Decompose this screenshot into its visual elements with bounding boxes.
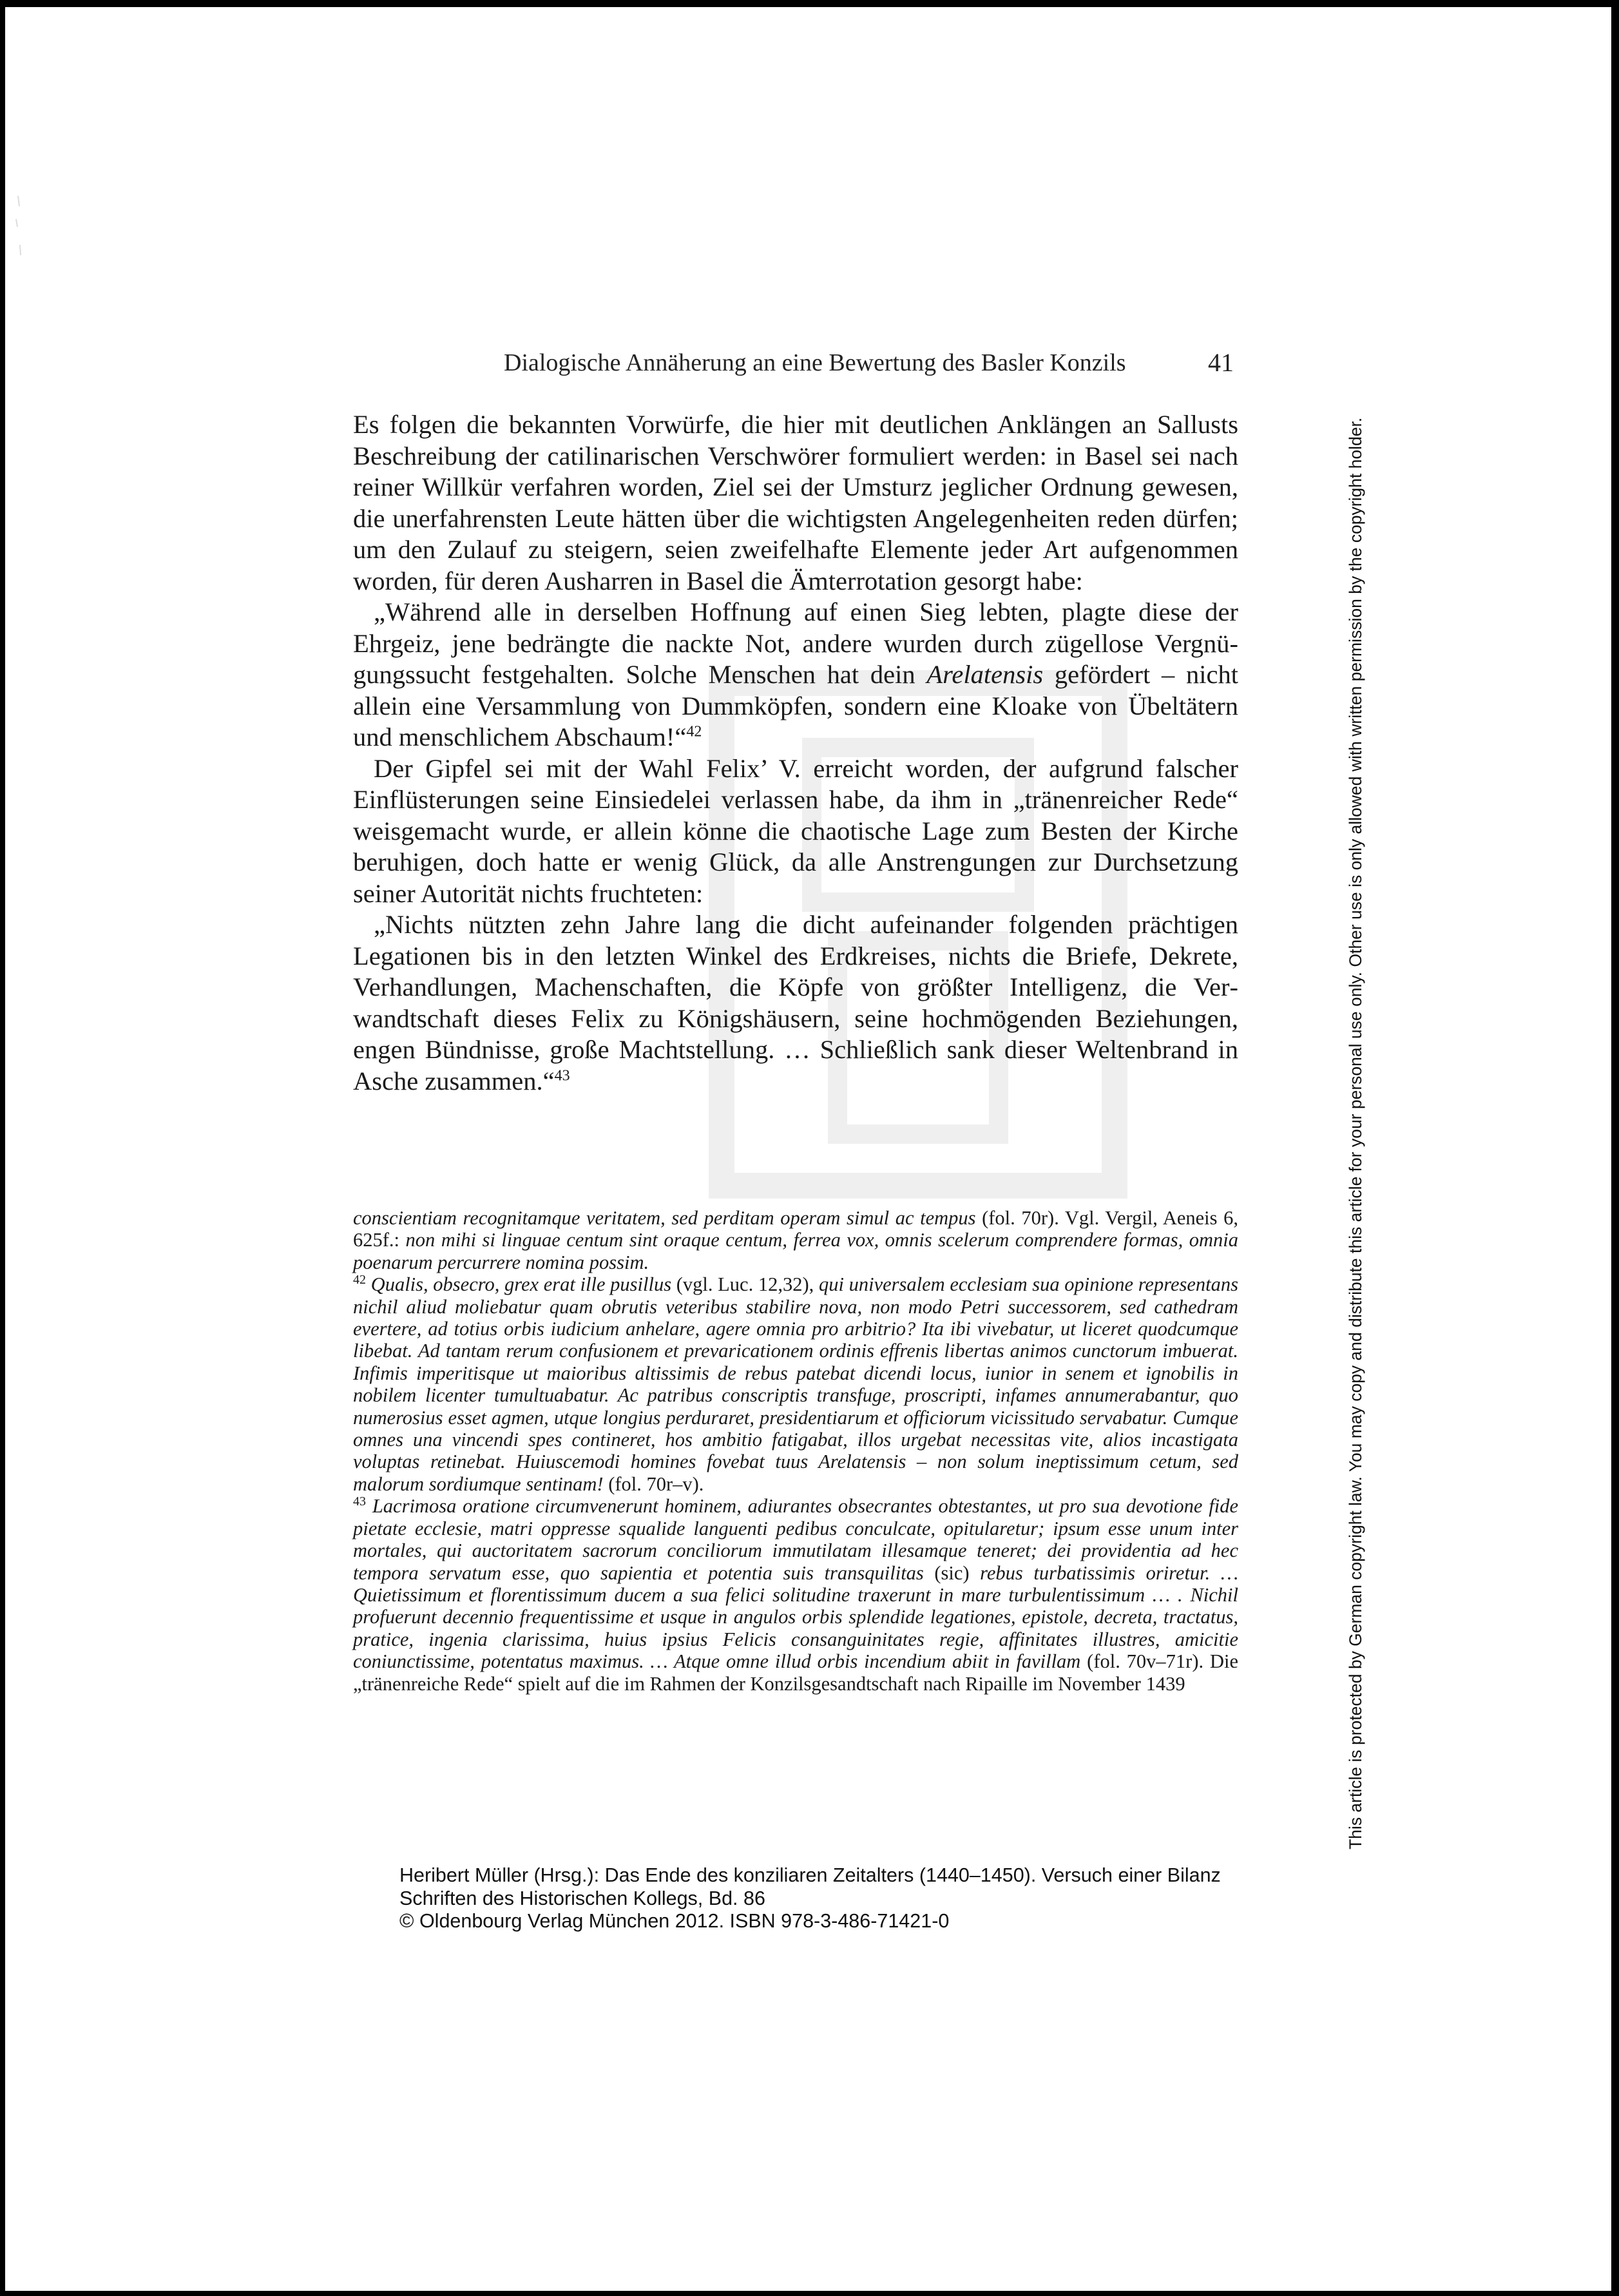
latin-quote: Qualis, obsecro, grex erat ille pusillus: [370, 1273, 672, 1296]
quote-text: „Während alle in derselben Hoffnung auf einen Sieg lebten, plagte diese der Ehrgeiz, jene bedrängte die nackte Not, andere wurden durch zügellose Vergnügungssucht festgehalten. Solche Menschen hat dein: [353, 597, 1238, 689]
footnote-reference[interactable]: 42: [686, 723, 702, 740]
body-paragraph: Es folgen die bekannten Vorwürfe, die hier mit deutlichen Anklängen an Sallusts Beschreibung der catilinarischen Verschwörer formuliert werden: in Basel sei nach reiner Willkür verfahren worden, Ziel sei der Umsturz jeglicher Ordnung gewesen, die unerfahrensten Leute hätten über die wichtigsten Angelegenheiten reden dürfen; um den Zulauf zu steigern, seien zweifelhafte Elemente jeder Art aufgenommen worden, für deren Ausharren in Basel die Ämterrotation gesorgt habe:: [353, 410, 1238, 595]
latin-quote: rebus turbatissimis oriretur. … Quietissimum et florentissimum ducem a sua felici solitudine traxerunt in mare turbulentissimum … . Nichil profuerunt decennio frequentissime et usque in angulos orbis splendide legationes, epistole, decreta, tractatus, pratice, ingenia clarissima, huius ipsius Felicis consanguinitates regie, affinitates illustres, amicitie coniunctissime, potentatus maximus. … Atque omne illud orbis incendium abiit in favillam: [353, 1561, 1238, 1673]
footnote-43: [353, 1495, 1238, 1695]
quote-emphasis: Arelatensis: [926, 660, 1044, 689]
footnote-reference[interactable]: 43: [554, 1067, 570, 1084]
publisher-line-title: Heribert Müller (Hrsg.): Das Ende des konziliaren Zeitalters (1440–1450). Versuch einer Bilanz: [399, 1864, 1221, 1886]
block-quote: [353, 597, 1238, 753]
footnote-text: (fol. 70r). Vgl. Vergil, Aeneis 6, 625f.:: [353, 1207, 1239, 1251]
running-header: [490, 340, 1234, 385]
latin-quote: Lacrimosa oratione circumvenerunt hominem, adiurantes obsecrantes obtestantes, ut pro sua devotione fide pietate ecclesie, matri oppresse squalide languenti pedibus conculcate, opitularetur; ipsum esse unum inter mortales, qui auctoritatem sacrorum conciliorum immutilatam illesamque teneret; dei providentia ad hec tempora servatum esse, quo sapientia et potentia suis transquilitas: [353, 1495, 1239, 1584]
footnote-text: (fol. 70r–v).: [603, 1472, 704, 1495]
running-head-title: Dialogische Annäherung an eine Bewertung des Basler Konzils: [504, 349, 1126, 376]
latin-quote: qui universalem ecclesiam sua opinione representans nichil aliud moliebatur quam obrutis veteribus stabilire nova, non modo Petri successorem, sed cathedram evertere, ad totius orbis iudicium anhelare, agere omnia pro arbitrio? Ita ibi vivebatur, ut liceret quodcumque libebat. Ad tantam rerum confusionem et prevaricationem ordinis effrenis libertas animos cunctorum imbuerat. Infimis imperitisque ut maioribus altissimis de rebus patebat dicendi locus, iunior in senem et ignobilis in nobilem licenter tumultuabatur. Ac patribus conscriptis transfuge, proscripti, infames annumerabantur, quo numerosius esset agmen, utque longius perduraret, presidentiarum et officiorum vicissitudo servabatur. Cumque omnes una vincendi spes contineret, hos ambitio fatigabat, illos urgebat necessitas vite, alios incastigata voluptas retinebat. Huiuscemodi homines fovebat tuus Arelatensis – non solum ineptissimum cetum, sed malorum sordiumque sentinam!: [353, 1273, 1238, 1495]
publisher-info: [399, 1864, 1301, 1933]
page-number: 41: [1208, 348, 1234, 377]
footnote-42: [353, 1273, 1238, 1495]
quote-text: gefördert – nicht allein eine Versammlung von Dummköpfen, sondern eine Kloake von Übeltätern und menschlichem Abschaum!“: [353, 660, 1238, 751]
footnote-text: (sic): [923, 1561, 981, 1584]
footnote-text: (fol. 70v–71r). Die „tränenreiche Rede“ spielt auf die im Rahmen der Konzilsgesandtschaft nach Ripaille im November 1439: [353, 1650, 1238, 1695]
copyright-notice: This article is protected by German copyright law. You may copy and distribute this article for your personal use only. Other use is only allowed with written permission by the copyright holder.: [1346, 417, 1365, 1849]
quote-text: „Nichts nützten zehn Jahre lang die dicht aufeinander folgenden prächtigen Legationen bis in den letzten Winkel des Erdkreises, nichts die Briefe, Dekrete, Verhandlungen, Machenschaften, die Köpfe von größter Intelligenz, die Verwandtschaft dieses Felix zu Königshäusern, seine hochmögenden Beziehungen, engen Bündnisse, große Machtstellung. … Schließlich sank dieser Weltenbrand in Asche zusammen.“: [353, 910, 1238, 1095]
publisher-line-series: Schriften des Historischen Kollegs, Bd. 86: [399, 1887, 765, 1909]
latin-quote: conscientiam recognitamque veritatem, sed perditam operam simul ac tempus: [353, 1207, 976, 1229]
footnote-text: (vgl. Luc. 12,32),: [671, 1273, 819, 1296]
footnote-number: 43: [353, 1494, 366, 1509]
scan-artifact: [10, 193, 30, 271]
footnote-number: 42: [353, 1273, 366, 1288]
latin-quote: non mihi si linguae centum sint oraque centum, ferrea vox, omnis scelerum comprendere formas, omnia poenarum percurrere nomina possim.: [353, 1229, 1238, 1273]
footnote-continuation: [353, 1207, 1238, 1273]
publisher-line-copyright: © Oldenbourg Verlag München 2012. ISBN 978-3-486-71421-0: [399, 1910, 950, 1933]
footnotes: [353, 1207, 1238, 1695]
block-quote: [353, 909, 1238, 1097]
main-text: [353, 409, 1238, 1097]
body-paragraph: Der Gipfel sei mit der Wahl Felix’ V. erreicht worden, der aufgrund falscher Einflüsterungen seine Einsiedelei verlassen habe, da ihm in „tränenreicher Rede“ weisgemacht wurde, er allein könne die chaotische Lage zum Besten der Kirche beruhigen, doch hatte er wenig Glück, da alle Anstrengungen zur Durchsetzung seiner Autorität nichts fruchteten:: [353, 753, 1238, 908]
